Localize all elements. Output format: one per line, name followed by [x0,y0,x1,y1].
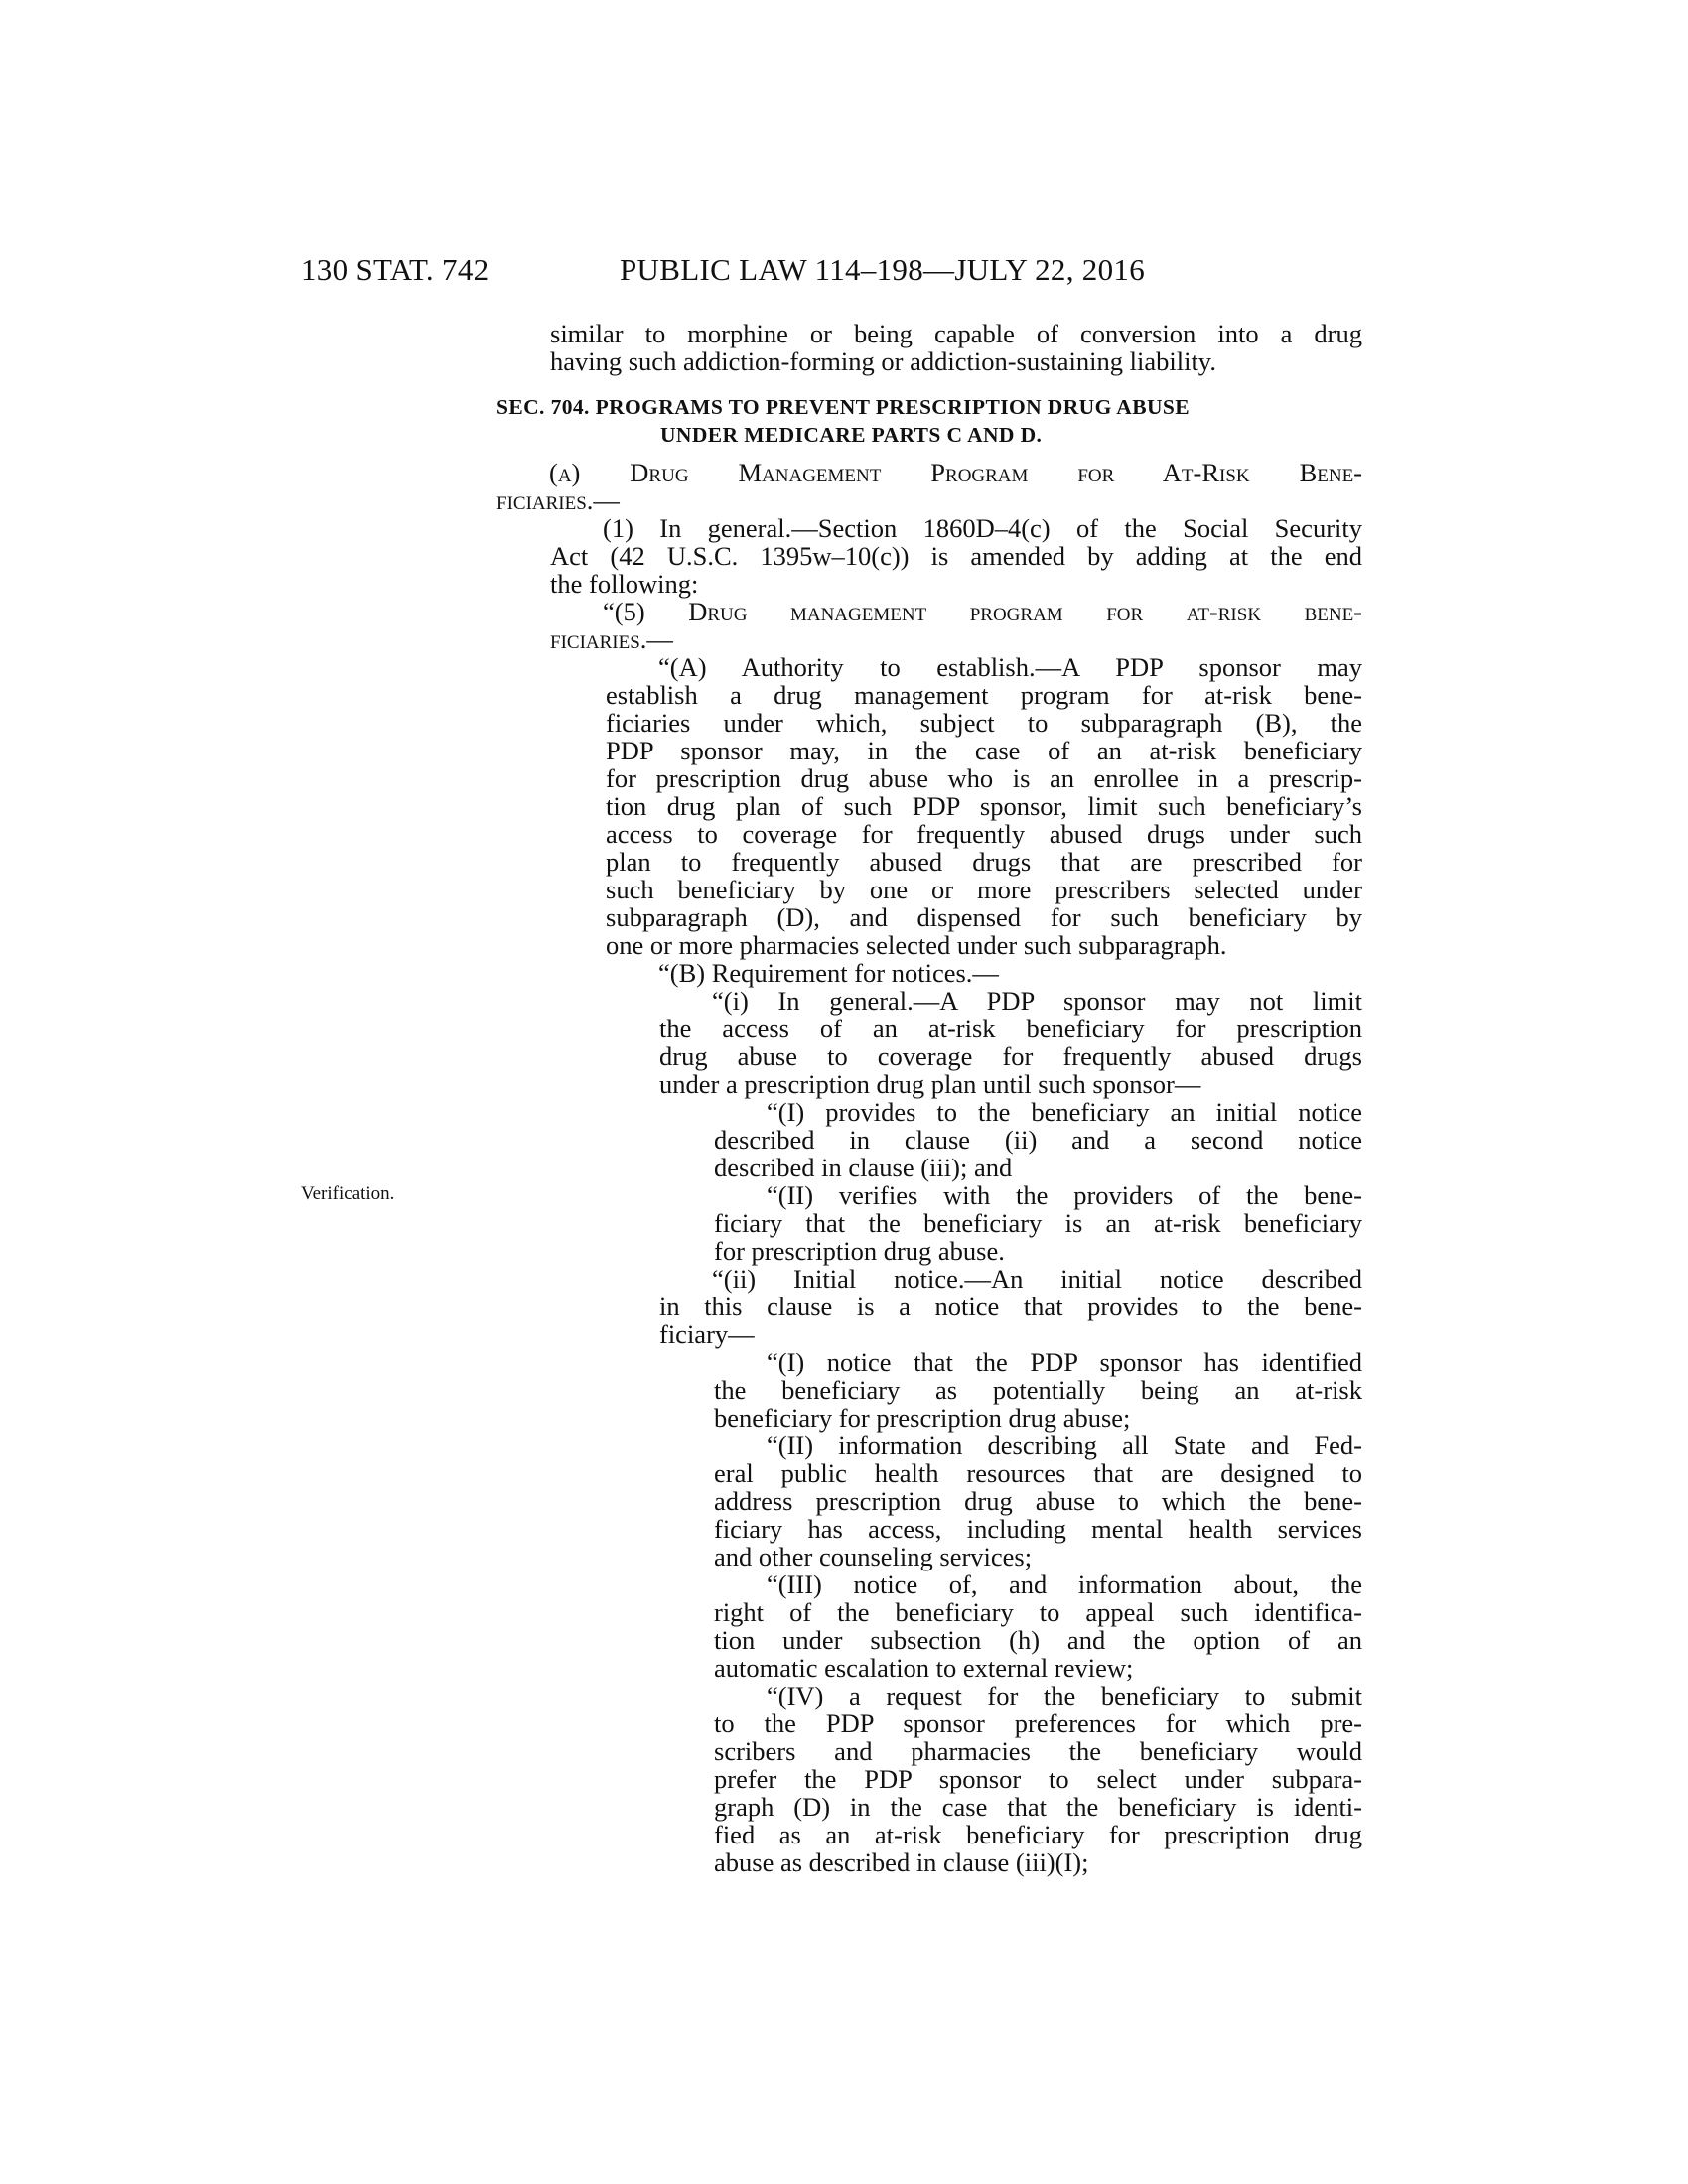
text-line: “(I) notice that the PDP sponsor has identified [767,1347,1362,1377]
text-line: ficiary that the beneficiary is an at-risk beneficiary [714,1208,1362,1238]
text-line: “(II) information describing all State and Fed- [767,1431,1362,1460]
subparagraph-B-heading [658,959,1362,987]
text-line: (a) Drug Management Program for At-Risk Bene- [549,458,1362,487]
intro-paragraph [550,320,1362,375]
text-line: Act (42 U.S.C. 1395w–10(c)) is amended by adding at the end [550,541,1362,571]
text-line: beneficiary for prescription drug abuse; [714,1403,1131,1433]
text-line: in this clause is a notice that provides to the bene- [659,1292,1362,1321]
text-line: “(I) provides to the beneficiary an initial notice [767,1097,1362,1127]
text-line: similar to morphine or being capable of conversion into a drug [550,319,1362,348]
clause-ii [659,1265,1362,1348]
text-line: drug abuse to coverage for frequently abused drugs [659,1041,1362,1071]
text-line: for prescription drug abuse. [714,1236,1005,1266]
running-header-title: PUBLIC LAW 114–198—JULY 22, 2016 [620,252,1146,287]
text-line: automatic escalation to external review; [714,1653,1134,1683]
section-heading [496,393,1362,449]
text-line: PDP sponsor may, in the case of an at-risk beneficiary [606,736,1362,765]
subclause-i-II [714,1181,1362,1265]
text-line: ficiaries.— [496,485,620,515]
text-line: “(II) verifies with the providers of the bene- [767,1180,1362,1210]
text-line: the following: [550,569,699,599]
section-heading-line: SEC. 704. PROGRAMS TO PREVENT PRESCRIPTION DRUG ABUSE [496,395,1190,419]
statute-page-number: 130 STAT. 742 [301,252,490,287]
text-line: “(i) In general.—A PDP sponsor may not limit [712,986,1362,1016]
text-line: ficiaries under which, subject to subparagraph (B), the [606,708,1362,738]
clause-i [659,987,1362,1098]
text-line: right of the beneficiary to appeal such identifica- [714,1597,1362,1627]
text-line: eral public health resources that are designed to [714,1458,1362,1488]
paragraph-1 [550,514,1362,598]
text-line: ficiaries.— [550,624,673,654]
subclause-ii-I [714,1348,1362,1432]
text-line: ficiary has access, including mental health services [714,1514,1362,1544]
text-line: subparagraph (D), and dispensed for such beneficiary by [606,902,1362,932]
paragraph-5 [550,598,1362,653]
subclause-ii-II [714,1432,1362,1570]
text-line: described in clause (ii) and a second notice [714,1125,1362,1155]
text-line: “(A) Authority to establish.—A PDP sponsor may [658,652,1362,682]
text-line: the access of an at-risk beneficiary for prescription [659,1014,1362,1043]
text-line: the beneficiary as potentially being an at-risk [714,1375,1362,1405]
text-line: establish a drug management program for at-risk bene- [606,680,1362,710]
text-line: one or more pharmacies selected under such subparagraph. [606,930,1227,960]
text-line: such beneficiary by one or more prescribers selected under [606,875,1362,904]
text-line: “(ii) Initial notice.—An initial notice described [712,1264,1362,1294]
subclause-ii-III [714,1570,1362,1682]
text-line: graph (D) in the case that the beneficiary is identi- [714,1792,1362,1822]
text-line: prefer the PDP sponsor to select under subpara- [714,1764,1362,1794]
text-line: (1) In general.—Section 1860D–4(c) of the Social Security [603,513,1362,543]
text-line: abuse as described in clause (iii)(I); [714,1847,1089,1877]
text-line: access to coverage for frequently abused drugs under such [606,819,1362,849]
text-line: scribers and pharmacies the beneficiary would [714,1736,1362,1766]
subsection-a [496,459,1362,514]
text-line: and other counseling services; [714,1542,1033,1571]
text-line: “(5) Drug management program for at-risk bene- [603,597,1362,626]
text-line: for prescription drug abuse who is an enrollee in a prescrip- [606,763,1362,793]
subclause-i-I [714,1098,1362,1181]
text-line: under a prescription drug plan until such sponsor— [659,1069,1201,1099]
text-line: “(IV) a request for the beneficiary to submit [767,1681,1362,1710]
text-line: “(B) Requirement for notices.— [658,958,999,988]
text-line: described in clause (iii); and [714,1153,1013,1182]
text-line: to the PDP sponsor preferences for which pre- [714,1708,1362,1738]
text-line: ficiary— [659,1319,755,1349]
text-line: address prescription drug abuse to which the bene- [714,1486,1362,1516]
subparagraph-A [606,653,1362,959]
margin-note: Verification. [301,1183,395,1204]
subclause-ii-IV [714,1682,1362,1876]
section-heading-line: UNDER MEDICARE PARTS C AND D. [660,423,1043,447]
text-line: plan to frequently abused drugs that are prescribed for [606,847,1362,877]
text-line: “(III) notice of, and information about, the [767,1570,1362,1599]
text-line: having such addiction-forming or addiction-sustaining liability. [550,346,1216,376]
text-line: tion drug plan of such PDP sponsor, limit such beneficiary’s [606,791,1362,821]
text-line: fied as an at-risk beneficiary for prescription drug [714,1820,1362,1849]
text-line: tion under subsection (h) and the option of an [714,1625,1362,1655]
